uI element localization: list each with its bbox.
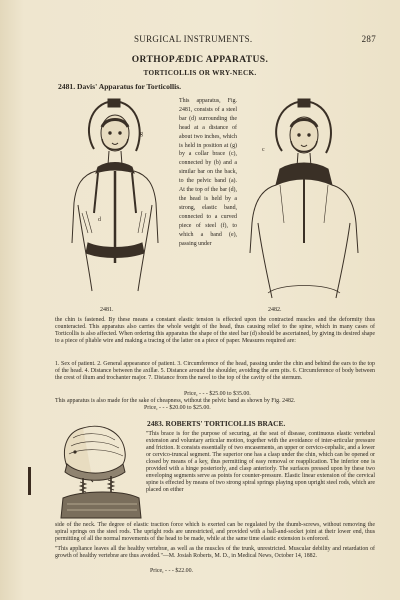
figure-2482-illustration xyxy=(240,93,368,308)
item-2483-paragraph-1: "This brace is for the purpose of securing, at the seat of disease, continuous elastic vertebral extension and voluntary articular motion, together with the avoidance of inter-articular pressure and friction. It consists essentially of two encasements, an upper or cervico-cephalic, and a lower or cervico-truncal segment. The superior one has a clasp under the chin, which can be opened or closed by means of a key, thus permitting of easy removal or reapplication. The inferior one is provided with a hinge posteriorly, and clasp anteriorly. The surfaces pressed upon by these two enveloping segments serve as points for counter-pressure. Elastic linear extension of the cervical spine is effected by means of two strong spiral springs playing upon upright steel rods, which are placed on either xyxy=(146,431,375,494)
svg-text:d: d xyxy=(98,217,101,223)
figure-2482-caption: 2482. xyxy=(268,307,282,313)
item-2481-paragraph-1: the chin is fastened. By these means a constant elastic tension is effected upon the contracted muscles and the deformity thus counteracted. This apparatus also carries the whole weight of the head, thus causing relief to the spine, which in many cases of Torticollis is also affected. When ordering this apparatus the shape of the steel bar (d) should be ascertained, by giving its desired shape to a piece of pliable wire and making a tracing of the latter on a piece of paper. Measures required are: xyxy=(55,317,375,345)
figure-2481-illustration xyxy=(58,93,176,305)
subsection-title: TORTICOLLIS OR WRY-NECK. xyxy=(143,69,257,77)
figure-2481-caption: 2481. xyxy=(100,307,114,313)
item-2483-heading: 2483. ROBERTS' TORTICOLLIS BRACE. xyxy=(147,419,286,428)
item-2483-price: Price, - - - $22.00. xyxy=(150,568,194,574)
item-2481-heading: 2481. Davis' Apparatus for Torticollis. xyxy=(58,82,182,91)
svg-text:c: c xyxy=(262,147,265,153)
margin-marker xyxy=(28,467,31,495)
header-title: SURGICAL INSTRUMENTS. xyxy=(134,34,253,44)
item-2481-price-2: Price, - - - $20.00 to $25.00. xyxy=(144,405,211,411)
item-2483-paragraph-3: "This appliance leaves all the healthy vertebræ, as well as the muscles of the trunk, unrestricted. Muscular debility and retardation of growth of healthy vertebræ are thus avoided."—M. Josiah Roberts, M. D., in Medical News, October 14, 1882. xyxy=(55,546,375,560)
item-2481-price-1: Price, - - - $25.00 to $35.00. xyxy=(184,391,251,397)
item-2481-measures-list: 1. Sex of patient. 2. General appearance of patient. 3. Circumference of the head, passing under the chin and behind the ears to the top of the head. 4. Distance between the axillæ. 5. Distance around the shoulder, avoiding the arm pits. 6. Circumference of body between the crest of ilium and trochanter major. 7. Distance from the navel to the top of the cavity of the sternum. xyxy=(55,361,375,382)
figure-2483-illustration xyxy=(53,418,143,520)
item-2483-paragraph-2: side of the neck. The degree of elastic traction force which is exerted can be regulated by the thumb-screws, without removing the spiral springs on the steel rods. The upright rods are unrestricted, and provided with a ball-and-socket joint at their lower end, thus permitting of all the normal movements of the head to be made, while at the same time elastic extension is enforced. xyxy=(55,522,375,543)
svg-text:g: g xyxy=(140,131,143,137)
item-2481-column-text: This apparatus, Fig. 2481, consists of a steel bar (d) surrounding the head at a distance of about two inches, which is held in position at (g) by a collar brace (c), connected by (b) and a similar bar on the back, to the pelvic band (a). At the top of the bar (d), the head is held by a strong, elastic band, connected to a curved piece of steel (f), to which a band (e), passing under xyxy=(179,98,237,247)
item-2481-paragraph-3: This apparatus is also made for the sake of cheapness, without the pelvic band as shown by Fig. 2482. xyxy=(55,398,296,404)
page-number: 287 xyxy=(361,34,376,44)
section-title: ORTHOPÆDIC APPARATUS. xyxy=(131,55,269,65)
